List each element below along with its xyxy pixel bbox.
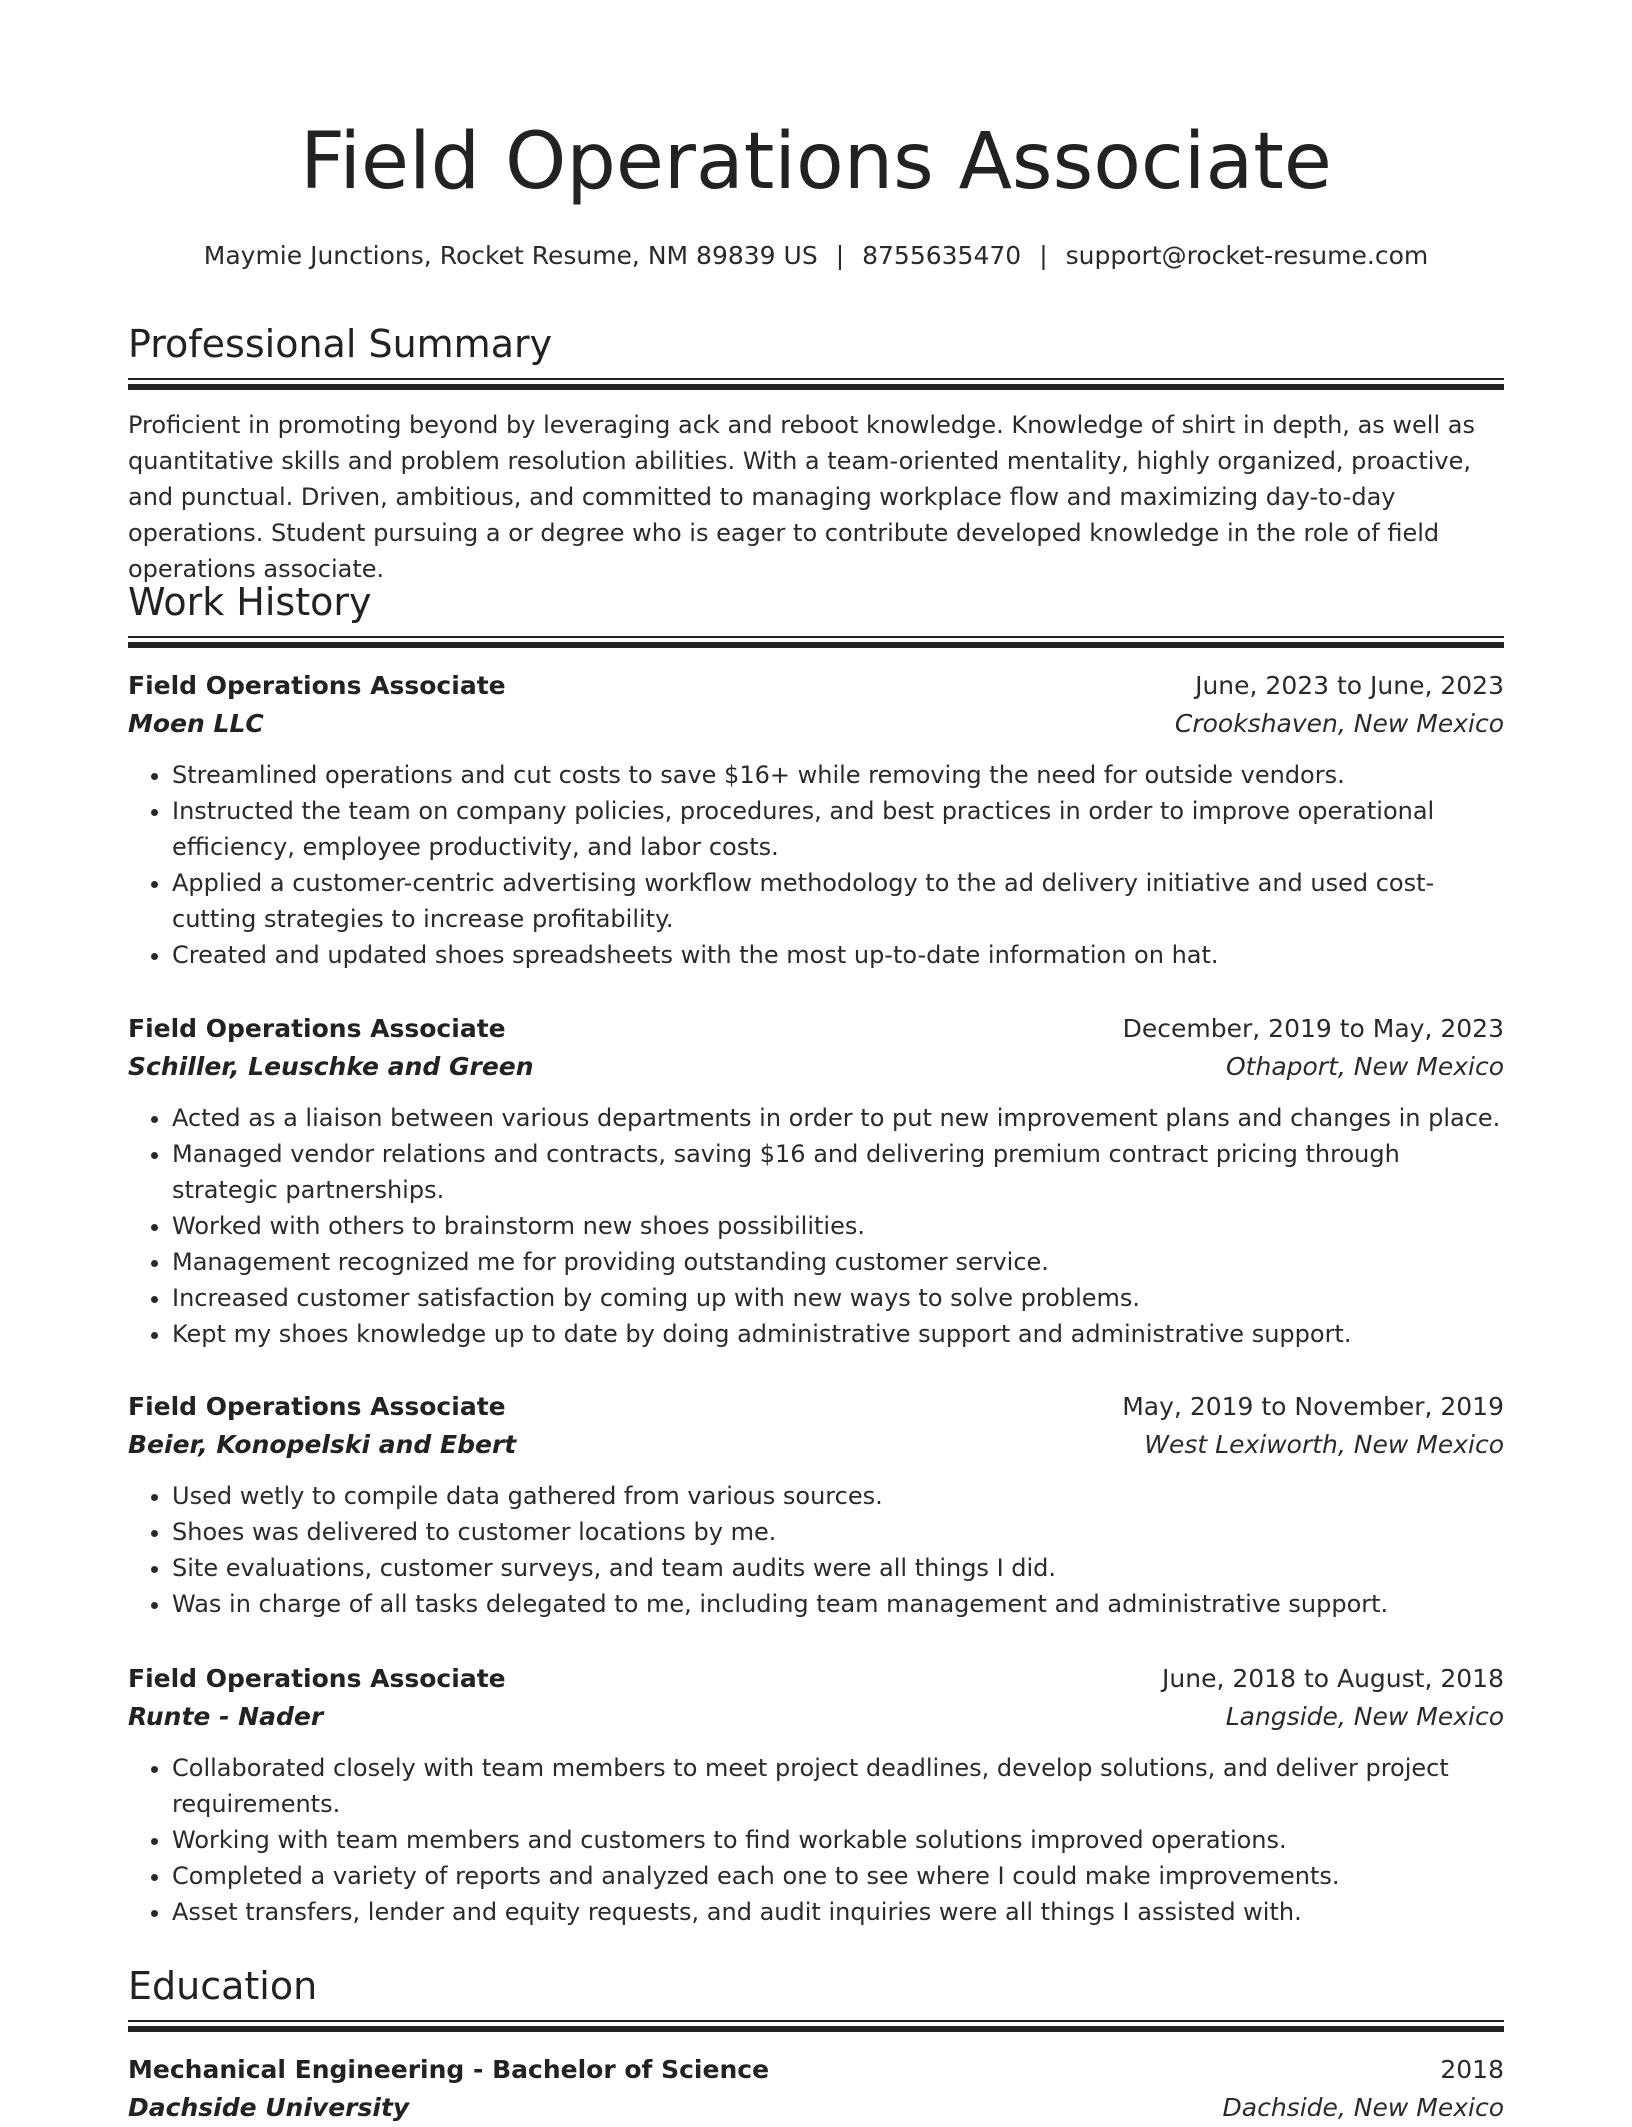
job-location: Crookshaven, New Mexico xyxy=(1174,709,1504,738)
job-bullet: • Management recognized me for providing outstanding customer service. xyxy=(172,1244,1504,1280)
job-bullet: • Worked with others to brainstorm new shoes possibilities. xyxy=(172,1208,1504,1244)
section-title-work-history: Work History xyxy=(128,580,372,624)
job-bullet-list xyxy=(128,1478,1504,1622)
job-bullet: • Managed vendor relations and contracts, saving $16 and delivering premium contract pricing through strategic partnerships. xyxy=(172,1136,1504,1208)
job-dates: June, 2018 to August, 2018 xyxy=(1162,1664,1504,1693)
job-header-row xyxy=(128,1388,1504,1426)
job-title: Field Operations Associate xyxy=(128,1014,506,1043)
contact-line xyxy=(128,238,1504,274)
education-header-row xyxy=(128,2051,1504,2089)
education-location: Dachside, New Mexico xyxy=(1222,2093,1504,2122)
section-title-education: Education xyxy=(128,1964,318,2008)
job-location: Langside, New Mexico xyxy=(1225,1702,1504,1731)
contact-phone: 8755635470 xyxy=(862,241,1022,270)
education-school-row xyxy=(128,2089,1504,2127)
education-year: 2018 xyxy=(1440,2055,1504,2084)
job-title: Field Operations Associate xyxy=(128,1392,506,1421)
job-dates: June, 2023 to June, 2023 xyxy=(1195,671,1504,700)
job-header-row xyxy=(128,1010,1504,1048)
job-bullet: • Instructed the team on company policies, procedures, and best practices in order to improve operational efficiency, employee productivity, and labor costs. xyxy=(172,793,1504,865)
job-header-row xyxy=(128,1660,1504,1698)
job-dates: December, 2019 to May, 2023 xyxy=(1122,1014,1504,1043)
job-bullet: • Collaborated closely with team members to meet project deadlines, develop solutions, and deliver project requirements. xyxy=(172,1750,1504,1822)
job-bullet: • Created and updated shoes spreadsheets with the most up-to-date information on hat. xyxy=(172,937,1504,973)
job-company-row xyxy=(128,705,1504,743)
job-entry xyxy=(128,1010,1504,1352)
job-bullet: • Increased customer satisfaction by coming up with new ways to solve problems. xyxy=(172,1280,1504,1316)
job-bullet: • Kept my shoes knowledge up to date by doing administrative support and administrative support. xyxy=(172,1316,1504,1352)
education-entry xyxy=(128,2051,1504,2127)
section-divider xyxy=(128,2020,1504,2032)
job-company: Moen LLC xyxy=(128,709,264,738)
job-entry xyxy=(128,1388,1504,1622)
job-bullet: • Acted as a liaison between various departments in order to put new improvement plans and changes in place. xyxy=(172,1100,1504,1136)
job-bullet: • Streamlined operations and cut costs to save $16+ while removing the need for outside vendors. xyxy=(172,757,1504,793)
job-header-row xyxy=(128,667,1504,705)
job-bullet: • Was in charge of all tasks delegated to me, including team management and administrative support. xyxy=(172,1586,1504,1622)
job-bullet: • Site evaluations, customer surveys, and team audits were all things I did. xyxy=(172,1550,1504,1586)
resume-title: Field Operations Associate xyxy=(300,117,1332,207)
job-bullet: • Completed a variety of reports and analyzed each one to see where I could make improvements. xyxy=(172,1858,1504,1894)
education-school: Dachside University xyxy=(128,2093,410,2122)
job-entry xyxy=(128,1660,1504,1930)
job-company: Runte - Nader xyxy=(128,1702,324,1731)
job-company: Schiller, Leuschke and Green xyxy=(128,1052,534,1081)
section-divider xyxy=(128,636,1504,648)
education-degree: Mechanical Engineering - Bachelor of Science xyxy=(128,2055,770,2084)
contact-separator: | xyxy=(1039,241,1048,270)
job-bullet: • Working with team members and customers to find workable solutions improved operations. xyxy=(172,1822,1504,1858)
job-company-row xyxy=(128,1698,1504,1736)
job-bullet: • Shoes was delivered to customer locations by me. xyxy=(172,1514,1504,1550)
section-divider xyxy=(128,378,1504,390)
job-title: Field Operations Associate xyxy=(128,671,506,700)
contact-address: Maymie Junctions, Rocket Resume, NM 89839 US xyxy=(203,241,818,270)
contact-email: support@rocket-resume.com xyxy=(1065,241,1429,270)
job-bullet-list xyxy=(128,1750,1504,1930)
contact-separator: | xyxy=(835,241,845,270)
job-bullet: • Used wetly to compile data gathered from various sources. xyxy=(172,1478,1504,1514)
job-bullet-list xyxy=(128,1100,1504,1352)
job-title: Field Operations Associate xyxy=(128,1664,506,1693)
section-title-summary: Professional Summary xyxy=(128,322,553,366)
job-location: West Lexiworth, New Mexico xyxy=(1144,1430,1504,1459)
job-company-row xyxy=(128,1048,1504,1086)
job-entry xyxy=(128,667,1504,973)
summary-text: Proficient in promoting beyond by leveraging ack and reboot knowledge. Knowledge of shirt in depth, as well as quantitative skills and problem resolution abilities. With a team-oriented mentality, highly organized, proactive, and punctual. Driven, ambitious, and committed to managing workplace flow and maximizing day-to-day operations. Student pursuing a or degree who is eager to contribute developed knowledge in the role of field operations associate. xyxy=(128,411,1475,583)
job-bullet: • Asset transfers, lender and equity requests, and audit inquiries were all things I assisted with. xyxy=(172,1894,1504,1930)
job-bullet: • Applied a customer-centric advertising workflow methodology to the ad delivery initiative and used cost-cutting strategies to increase profitability. xyxy=(172,865,1504,937)
job-dates: May, 2019 to November, 2019 xyxy=(1122,1392,1504,1421)
job-bullet-list xyxy=(128,757,1504,973)
job-company-row xyxy=(128,1426,1504,1464)
job-location: Othaport, New Mexico xyxy=(1226,1052,1504,1081)
job-company: Beier, Konopelski and Ebert xyxy=(128,1430,517,1459)
